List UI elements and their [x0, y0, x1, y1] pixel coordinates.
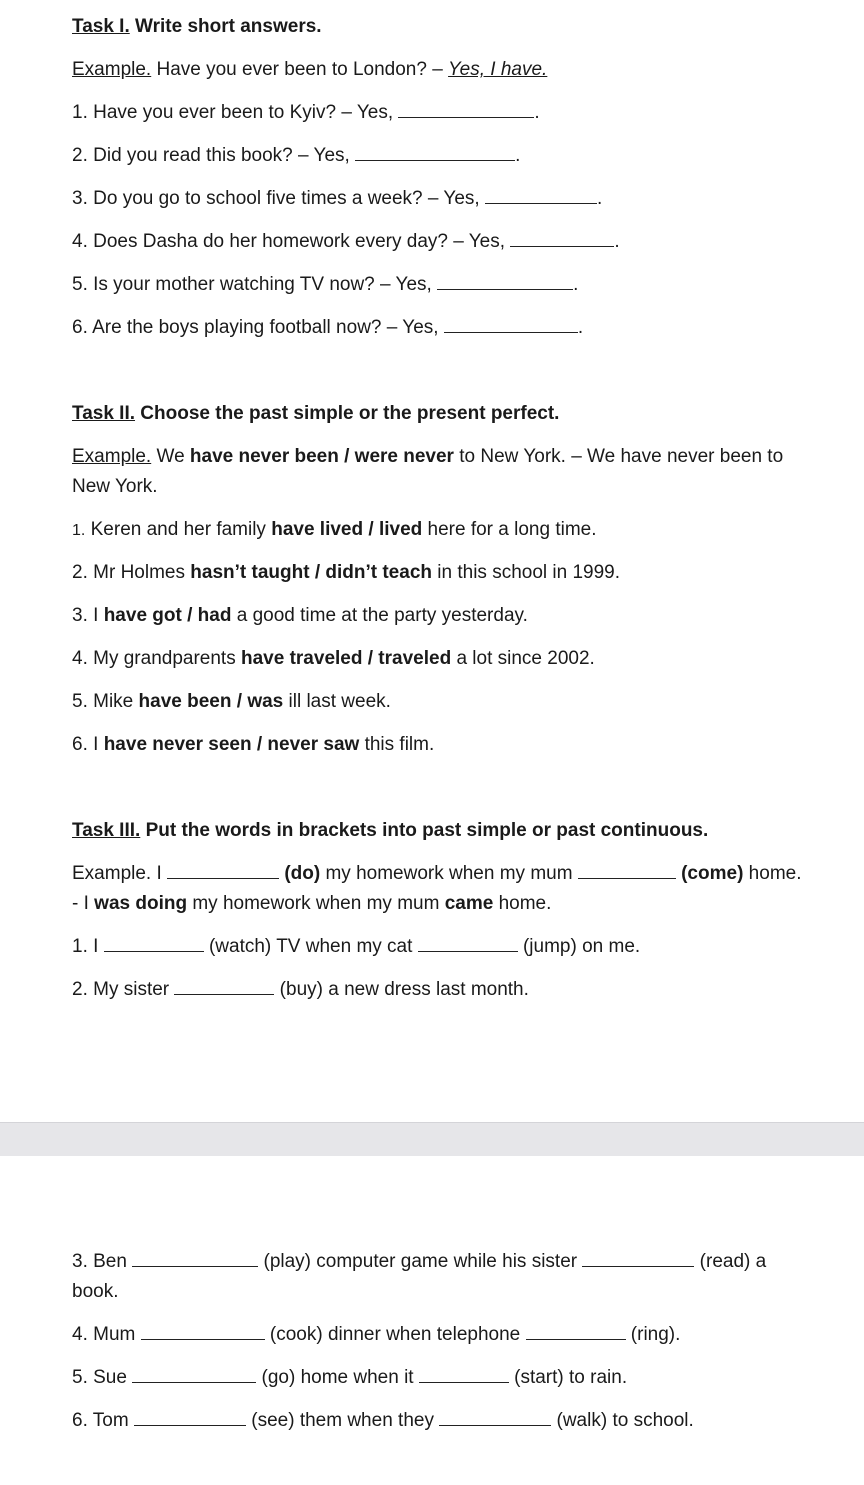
task3-item-text: (play) computer game while his sister — [258, 1251, 583, 1272]
task3-item-text: 6. Tom — [72, 1410, 134, 1431]
answer-blank[interactable] — [510, 232, 614, 247]
task2-example-choice: have never been / were never — [189, 446, 454, 467]
task1-item-2 — [72, 145, 520, 167]
task1-item-text: 6. Are the boys playing football now? – Yes, — [72, 317, 444, 338]
task2-item-text: in this school in 1999. — [432, 562, 621, 583]
answer-blank[interactable] — [141, 1325, 265, 1340]
task2-item-4 — [72, 648, 595, 670]
task3-item-4 — [72, 1324, 680, 1346]
task3-example-text: Example. I — [72, 863, 168, 884]
task1-item-end: . — [596, 188, 603, 209]
task3-item-text: 2. My sister — [72, 979, 175, 1000]
task1-item-3 — [72, 188, 602, 210]
task3-example-answer — [72, 893, 551, 915]
task2-item-choice[interactable]: have traveled / traveled — [241, 648, 452, 669]
task1-item-4 — [72, 231, 620, 253]
task3-item-text: (see) them when they — [245, 1410, 440, 1431]
task3-example — [72, 863, 802, 885]
task1-item-end: . — [614, 231, 620, 252]
task2-heading — [72, 403, 559, 425]
task1-item-end: . — [515, 145, 521, 166]
task2-item-text: here for a long time. — [422, 519, 597, 540]
task2-item-text: Mike — [87, 691, 139, 712]
task1-item-text: 4. Does Dasha do her homework every day? – Yes, — [72, 231, 511, 252]
task3-label: Task III. — [72, 820, 141, 841]
task1-label: Task I. — [72, 16, 130, 37]
task3-example-answer-verb: was doing — [94, 893, 188, 914]
task2-item-text: I — [87, 605, 104, 626]
task2-item-2 — [72, 562, 620, 584]
answer-blank[interactable] — [526, 1325, 626, 1340]
task3-heading — [72, 820, 708, 842]
task3-item-2 — [72, 979, 529, 1001]
task2-item-number: 1. — [72, 522, 86, 539]
task2-label: Task II. — [72, 403, 136, 424]
task1-item-6 — [72, 317, 583, 339]
task1-item-text: 3. Do you go to school five times a week? – Yes, — [72, 188, 485, 209]
task2-item-3 — [72, 605, 528, 627]
task1-example-question: Have you ever been to London? – — [156, 59, 449, 80]
task3-item-6 — [72, 1410, 694, 1432]
task1-heading — [72, 16, 322, 38]
task3-item-text: 1. I — [72, 936, 104, 957]
task2-item-choice[interactable]: have been / was — [138, 691, 284, 712]
task2-item-choice[interactable]: have lived / lived — [271, 519, 423, 540]
task2-example-text: We — [151, 446, 190, 467]
task2-item-text: I — [87, 734, 104, 755]
task2-item-number: 6. — [72, 734, 88, 755]
task3-item-text: (start) to rain. — [508, 1367, 628, 1388]
answer-blank[interactable] — [398, 103, 534, 118]
task2-item-number: 2. — [72, 562, 88, 583]
answer-blank — [578, 864, 676, 879]
task1-example — [72, 59, 547, 81]
task3-example-text: my homework when my mum — [187, 893, 445, 914]
answer-blank[interactable] — [132, 1252, 258, 1267]
task2-item-choice[interactable]: have never seen / never saw — [103, 734, 360, 755]
task1-item-end: . — [534, 102, 540, 123]
task2-example-label: Example. — [72, 446, 152, 467]
task2-item-1 — [72, 519, 597, 542]
task1-example-label: Example. — [72, 59, 152, 80]
task3-example-text: home. — [743, 863, 802, 884]
answer-blank[interactable] — [174, 980, 274, 995]
task3-item-text: 3. Ben — [72, 1251, 133, 1272]
task2-title: Choose the past simple or the present perfect. — [140, 403, 560, 424]
task3-item-text: (watch) TV when my cat — [203, 936, 418, 957]
task2-item-number: 4. — [72, 648, 88, 669]
task1-item-text: 1. Have you ever been to Kyiv? – Yes, — [72, 102, 399, 123]
task1-item-5 — [72, 274, 578, 296]
task3-item-text: (cook) dinner when telephone — [264, 1324, 526, 1345]
task3-item-text: (go) home when it — [256, 1367, 419, 1388]
task2-item-text: My grandparents — [87, 648, 241, 669]
task3-example-verb: (come) — [681, 863, 744, 884]
task2-item-text: Keren and her family — [85, 519, 272, 540]
task3-example-answer-verb: came — [444, 893, 494, 914]
task3-example-verb: (do) — [284, 863, 321, 884]
task3-item-text: (walk) to school. — [551, 1410, 694, 1431]
task3-item-5 — [72, 1367, 627, 1389]
task1-item-text: 5. Is your mother watching TV now? – Yes, — [72, 274, 438, 295]
task3-example-text: home. — [493, 893, 552, 914]
task3-item-3 — [72, 1251, 766, 1273]
answer-blank[interactable] — [132, 1368, 256, 1383]
answer-blank[interactable] — [437, 275, 573, 290]
task1-example-answer: Yes, I have. — [448, 59, 548, 80]
task2-example — [72, 446, 783, 468]
task2-item-text: this film. — [359, 734, 435, 755]
answer-blank[interactable] — [419, 1368, 509, 1383]
answer-blank[interactable] — [355, 146, 515, 161]
task3-item-text: (ring). — [625, 1324, 681, 1345]
page-break-gap — [0, 1122, 864, 1156]
task2-item-number: 3. — [72, 605, 88, 626]
task3-item-text: 4. Mum — [72, 1324, 141, 1345]
task1-title: Write short answers. — [135, 16, 322, 37]
task3-example-text: my homework when my mum — [320, 863, 578, 884]
task1-item-end: . — [577, 317, 584, 338]
answer-blank[interactable] — [134, 1411, 246, 1426]
task3-item-1 — [72, 936, 640, 958]
answer-blank — [167, 864, 279, 879]
task2-item-text: a good time at the party yesterday. — [231, 605, 528, 626]
task2-example-text: to New York. – We have never been to — [453, 446, 784, 467]
task3-item-text: (jump) on me. — [517, 936, 641, 957]
answer-blank[interactable] — [582, 1252, 694, 1267]
task2-example-line2: New York. — [72, 476, 158, 497]
answer-blank[interactable] — [104, 937, 204, 952]
task1-item-1 — [72, 102, 540, 124]
task2-item-choice[interactable]: hasn’t taught / didn’t teach — [190, 562, 432, 583]
answer-blank[interactable] — [439, 1411, 551, 1426]
task1-item-end: . — [573, 274, 579, 295]
task3-example-text: - I — [72, 893, 95, 914]
task3-item-text: 5. Sue — [72, 1367, 133, 1388]
task1-item-text: 2. Did you read this book? – Yes, — [72, 145, 356, 166]
answer-blank[interactable] — [418, 937, 518, 952]
task2-item-text: Mr Holmes — [87, 562, 191, 583]
task2-item-5 — [72, 691, 391, 713]
task3-title: Put the words in brackets into past simple or past continuous. — [145, 820, 709, 841]
task2-item-text: a lot since 2002. — [451, 648, 595, 669]
task2-item-6 — [72, 734, 434, 756]
answer-blank[interactable] — [485, 189, 597, 204]
task2-item-choice[interactable]: have got / had — [103, 605, 232, 626]
task3-item-text: (read) a — [694, 1251, 767, 1272]
task3-item-3-line2: book. — [72, 1281, 119, 1302]
task2-item-text: ill last week. — [283, 691, 391, 712]
answer-blank[interactable] — [444, 318, 578, 333]
task3-item-text: (buy) a new dress last month. — [274, 979, 529, 1000]
task2-item-number: 5. — [72, 691, 88, 712]
